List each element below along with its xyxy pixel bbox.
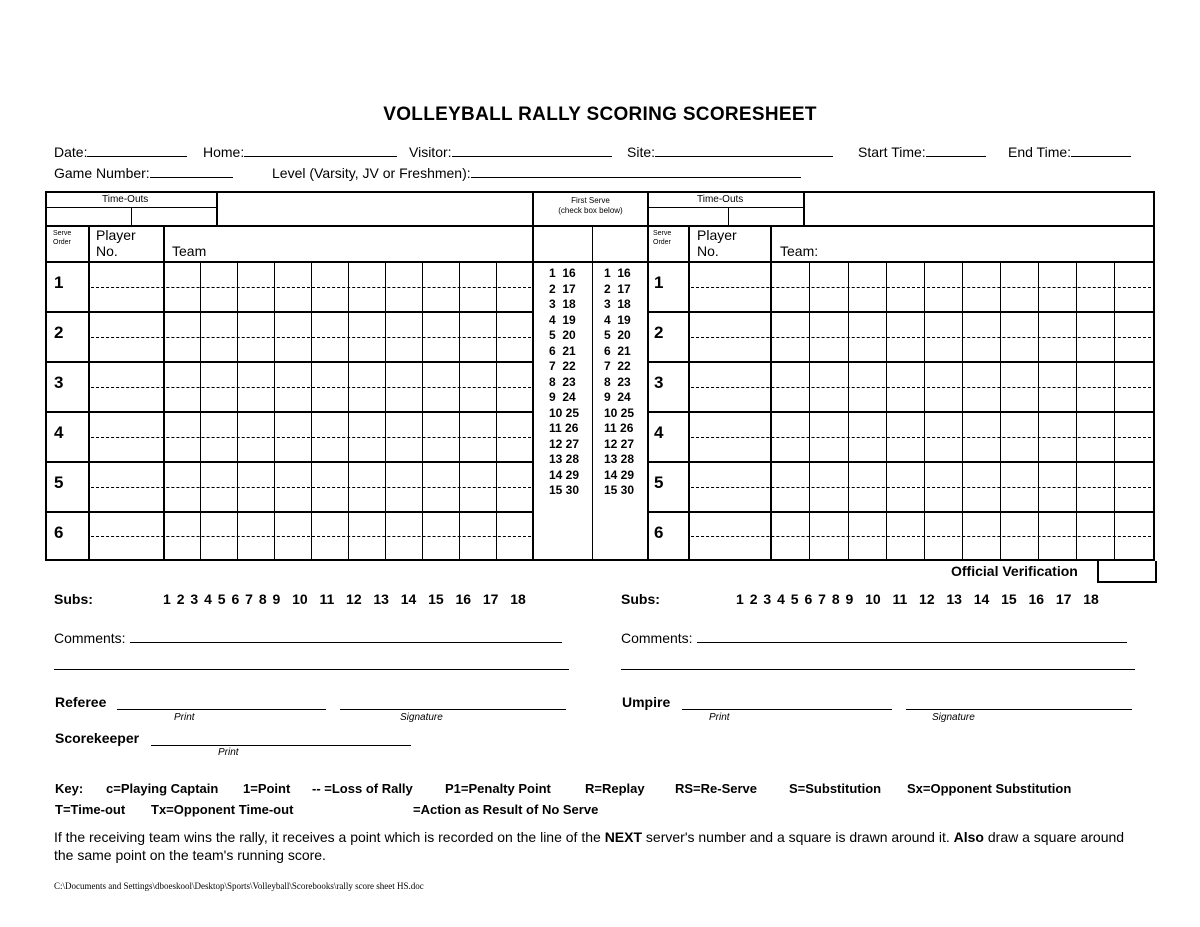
key-item: RS=Re-Serve [675, 781, 758, 796]
serve-order-6-right: 6 [654, 523, 664, 542]
no-label-right: No. [697, 243, 719, 259]
player-label-right: Player [697, 227, 737, 243]
game-number-field[interactable] [54, 164, 233, 181]
key-item: S=Substitution [789, 781, 882, 796]
scoring-grid [45, 191, 1155, 561]
serve-order-5-right: 5 [654, 473, 664, 492]
serve-order-2-left: 2 [54, 323, 64, 342]
serve-order-1-left: 1 [54, 273, 64, 292]
official-verification-label: Official Verification [951, 563, 1078, 579]
visitor-label: Visitor: [409, 144, 452, 160]
official-verification-box[interactable] [1097, 561, 1157, 583]
subs-label-right: Subs: [621, 591, 660, 607]
site-field[interactable] [627, 143, 833, 160]
end-time-field[interactable] [1008, 143, 1131, 160]
comments-line-right[interactable] [621, 669, 1135, 670]
start-time-field[interactable] [858, 143, 986, 160]
serve-order-6-left: 6 [54, 523, 64, 542]
key-item: c=Playing Captain [106, 781, 219, 796]
key-item: =Action as Result of No Serve [413, 802, 599, 817]
serve-order-1-right: 1 [654, 273, 664, 292]
key-item: Tx=Opponent Time-out [151, 802, 294, 817]
serve-order-5-left: 5 [54, 473, 64, 492]
first-serve-label: First Serve [571, 196, 610, 205]
key-item: Sx=Opponent Substitution [907, 781, 1072, 796]
key-item: 1=Point [243, 781, 291, 796]
home-field[interactable] [203, 143, 397, 160]
umpire-signature-line[interactable] [906, 709, 1132, 710]
timeouts-label-left: Time-Outs [102, 194, 149, 205]
file-path: C:\Documents and Settings\dboeskool\Desktop\Sports\Volleyball\Scorebooks\rally score sheet HS.doc [54, 881, 424, 891]
comments-line-left[interactable] [54, 669, 569, 670]
rows-top-line [47, 261, 1153, 263]
timeout-divider-left [47, 207, 217, 208]
subs-numbers-right: 1 2 3 4 5 6 7 8 9 10 11 12 13 14 15 16 17 18 [736, 591, 1099, 607]
umpire-print-caption: Print [709, 712, 730, 723]
instructions: If the receiving team wins the rally, it receives a point which is recorded on the line of the NEXT server's number and a square is drawn around it. Also draw a square around the same point on the team's running score. [54, 829, 1125, 863]
serve-order-4-right: 4 [654, 423, 664, 442]
serve-order-3-left: 3 [54, 373, 64, 392]
site-label: Site: [627, 144, 656, 160]
scorekeeper-print-caption: Print [218, 747, 239, 758]
serve-label-left: Serve [53, 230, 72, 237]
key-item: P1=Penalty Point [445, 781, 551, 796]
check-box-label: (check box below) [558, 206, 623, 215]
team-label-right: Team: [780, 243, 819, 259]
key-item: -- =Loss of Rally [312, 781, 413, 796]
visitor-field[interactable] [409, 143, 612, 160]
serve-order-4-left: 4 [54, 423, 64, 442]
timeout-divider-right [648, 207, 805, 208]
end-time-label: End Time: [1008, 144, 1072, 160]
key-label: Key: [55, 781, 84, 796]
key-item: T=Time-out [55, 802, 126, 817]
start-time-label: Start Time: [858, 144, 926, 160]
player-label-left: Player [96, 227, 136, 243]
serve-label-right: Serve [653, 230, 672, 237]
comments-label-left: Comments: [54, 630, 126, 646]
date-field[interactable] [54, 143, 187, 160]
serve-order-3-right: 3 [654, 373, 664, 392]
running-score-left[interactable]: 1 16 2 17 3 18 4 19 5 20 6 21 7 22 8 23 9 24 10 25 11 26 12 27 13 28 14 29 15 30 [549, 266, 580, 497]
timeouts-label-right: Time-Outs [697, 194, 744, 205]
referee-signature-caption: Signature [400, 712, 443, 723]
subs-label-left: Subs: [54, 591, 93, 607]
serve-order-2-right: 2 [654, 323, 664, 342]
game-number-label: Game Number: [54, 165, 150, 181]
comments-field-right[interactable] [621, 629, 1127, 646]
team-label-left: Team [172, 243, 207, 259]
referee-signature-line[interactable] [340, 709, 566, 710]
key-item: R=Replay [585, 781, 645, 796]
header-divider [47, 225, 1153, 227]
referee-label: Referee [55, 694, 107, 710]
level-label: Level (Varsity, JV or Freshmen): [272, 165, 471, 181]
page-title: VOLLEYBALL RALLY SCORING SCORESHEET [383, 104, 817, 125]
referee-print-line[interactable] [117, 709, 326, 710]
date-label: Date: [54, 144, 88, 160]
scorekeeper-print-line[interactable] [151, 745, 411, 746]
scorekeeper-label: Scorekeeper [55, 730, 140, 746]
order-label-right: Order [653, 239, 671, 246]
running-score-right[interactable]: 1 16 2 17 3 18 4 19 5 20 6 21 7 22 8 23 9 24 10 25 11 26 12 27 13 28 14 29 15 30 [604, 266, 635, 497]
comments-label-right: Comments: [621, 630, 693, 646]
referee-print-caption: Print [174, 712, 195, 723]
order-label-left: Order [53, 239, 71, 246]
home-label: Home: [203, 144, 245, 160]
no-label-left: No. [96, 243, 118, 259]
subs-numbers-left: 1 2 3 4 5 6 7 8 9 10 11 12 13 14 15 16 17 18 [163, 591, 526, 607]
umpire-print-line[interactable] [682, 709, 892, 710]
level-field[interactable] [272, 164, 801, 181]
umpire-signature-caption: Signature [932, 712, 975, 723]
umpire-label: Umpire [622, 694, 671, 710]
comments-field-left[interactable] [54, 629, 562, 646]
